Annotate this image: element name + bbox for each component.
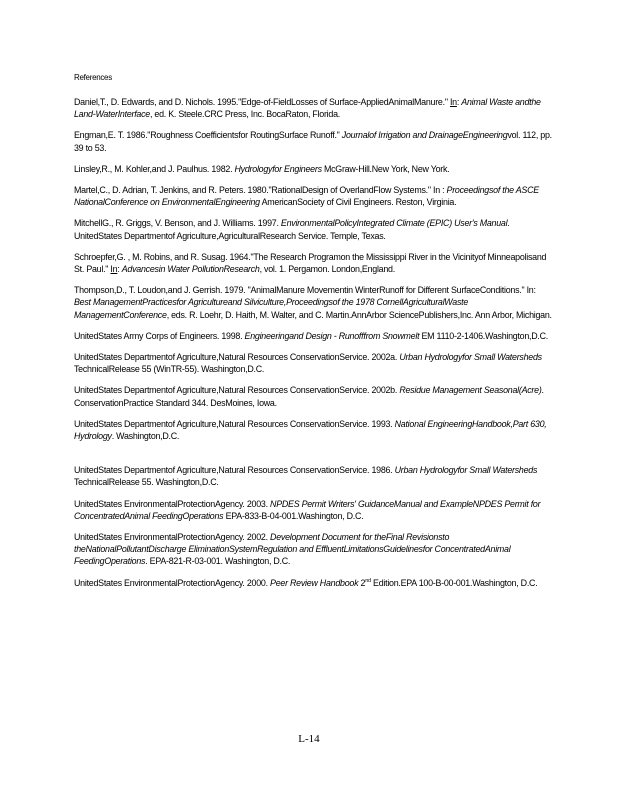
reference-entry: UnitedStates Departmentof Agriculture,Natural Resources ConservationService. 1986. Urban Hydrologyfor Small Watersheds TechnicalRelease 55. Washington,D.C. bbox=[74, 465, 538, 488]
reference-list bbox=[74, 96, 554, 598]
reference-entry: Martel,C., D. Adrian, T. Jenkins, and R. Peters. 1980."RationalDesign of OverlandFlow Systems." In : Proceedingsof the ASCE NationalConference on EnvironmentalEngineering AmericanSociety of Civil Engineers. Reston, Virginia. bbox=[74, 185, 539, 208]
reference-entry: Engman,E. T. 1986."Roughness Coefficientsfor RoutingSurface Runoff." Journalof Irrigation and DrainageEngineeringvol. 112, pp. 39 to 53. bbox=[74, 130, 552, 153]
reference-entry: MitchellG., R. Griggs, V. Benson, and J. Williams. 1997. EnvironmentalPolicyIntegrated Climate (EPIC) User's Manual. UnitedStates Departmentof Agriculture,AgriculturalResearch Service. Temple, Texas. bbox=[74, 218, 510, 241]
reference-entry: UnitedStates EnvironmentalProtectionAgency. 2002. Development Document for theFinal Revisionsto theNationalPollutantDischarge EliminationSystemRegulation and EffluentLimitationsGuidelinesfor ConcentratedAnimal FeedingOperations. EPA-821-R-03-001. Washington, D.C. bbox=[74, 532, 511, 567]
reference-entry: Daniel,T., D. Edwards, and D. Nichols. 1995."Edge-of-FieldLosses of Surface-AppliedAnimalManure." In: Animal Waste andthe Land-WaterInterface, ed. K. Steele.CRC Press, Inc. BocaRaton, Florida. bbox=[74, 97, 541, 120]
reference-entry: UnitedStates Army Corps of Engineers. 1998. Engineeringand Design - Runofffrom Snowmelt EM 1110-2-1406.Washington,D.C. bbox=[74, 330, 549, 341]
reference-entry: Linsley,R., M. Kohler,and J. Paulhus. 1982. Hydrologyfor Engineers McGraw-Hill.New York, New York. bbox=[74, 163, 450, 174]
page-number: L-14 bbox=[298, 733, 320, 745]
reference-entry: UnitedStates EnvironmentalProtectionAgency. 2003. NPDES Permit Writers' GuidanceManual and ExampleNPDES Permit for ConcentratedAnimal FeedingOperations EPA-833-B-04-001.Washington, D.C. bbox=[74, 498, 541, 521]
reference-entry: UnitedStates EnvironmentalProtectionAgency. 2000. Peer Review Handbook 2nd Edition.EPA 100-B-00-001.Washington, D.C. bbox=[74, 577, 538, 588]
reference-entry: UnitedStates Departmentof Agriculture,Natural Resources ConservationService. 2002b. Residue Management Seasonal(Acre). ConservationPractice Standard 344. DesMoines, Iowa. bbox=[74, 385, 544, 408]
reference-entry: Thompson,D., T. Loudon,and J. Gerrish. 1979. "AnimalManure Movementin WinterRunoff for Different SurfaceConditions." In: Best ManagementPracticesfor Agricultureand Silviculture,Proceedingsof the 1978 CornellAgriculturalWaste ManagementConference, eds. R. Loehr, D. Haith, M. Walter, and C. Martin.AnnArbor SciencePublishers,Inc. Ann Arbor, Michigan. bbox=[74, 285, 552, 320]
reference-entry: Schroepfer,G. , M. Robins, and R. Susag. 1964."The Research Programon the Mississippi River in the Vicinityof Minneapolisand St. Paul." In: Advancesin Water PollutionResearch, vol. 1. Pergamon. London,England. bbox=[74, 251, 547, 275]
reference-entry: UnitedStates Departmentof Agriculture,Natural Resources ConservationService. 2002a. Urban Hydrologyfor Small Watersheds TechnicalRelease 55 (WinTR-55). Washington,D.C. bbox=[74, 352, 542, 375]
references-heading: References bbox=[74, 73, 112, 82]
reference-entry: UnitedStates Departmentof Agriculture,Natural Resources ConservationService. 1993. National EngineeringHandbook,Part 630, Hydrology. Washington,D.C. bbox=[74, 418, 547, 442]
